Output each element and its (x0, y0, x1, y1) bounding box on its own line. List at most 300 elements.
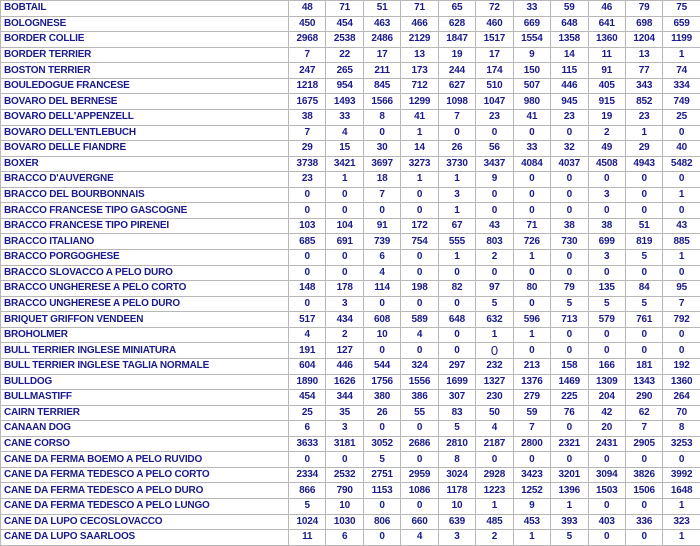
table-row (1, 187, 700, 203)
value-cell: 48 (289, 1, 326, 17)
value-cell: 8 (363, 109, 400, 125)
breed-name-cell: CANE DA LUPO SAARLOOS (1, 530, 289, 546)
breed-name-cell: CANE DA FERMA TEDESCO A PELO LUNGO (1, 499, 289, 515)
table-row (1, 203, 700, 219)
value-cell: 386 (401, 390, 438, 406)
value-cell: 3826 (625, 467, 662, 483)
value-cell: 0 (513, 125, 550, 141)
value-cell: 56 (476, 141, 513, 157)
table-row (1, 94, 700, 110)
value-cell: 589 (401, 312, 438, 328)
breed-name-cell: BOVARO DEL BERNESE (1, 94, 289, 110)
value-cell: 4 (476, 421, 513, 437)
breed-name-cell: CANE CORSO (1, 436, 289, 452)
value-cell: 0 (401, 265, 438, 281)
value-cell: 1299 (401, 94, 438, 110)
value-cell: 5 (625, 296, 662, 312)
value-cell: 0 (363, 499, 400, 515)
value-cell: 29 (289, 141, 326, 157)
value-cell: 0 (588, 203, 625, 219)
value-cell: 0 (663, 203, 700, 219)
value-cell: 0 (663, 327, 700, 343)
value-cell: 466 (401, 16, 438, 32)
value-cell: 4037 (551, 156, 588, 172)
value-cell: 158 (551, 358, 588, 374)
value-cell: 639 (438, 514, 475, 530)
value-cell: 80 (513, 281, 550, 297)
table-row (1, 1, 700, 17)
breed-name-cell: CANAAN DOG (1, 421, 289, 437)
value-cell: 517 (289, 312, 326, 328)
value-cell: 0 (663, 343, 700, 359)
value-cell: 954 (326, 78, 363, 94)
value-cell: 70 (663, 405, 700, 421)
value-cell: 84 (625, 281, 662, 297)
value-cell: 0 (289, 452, 326, 468)
value-cell: 0 (625, 187, 662, 203)
value-cell: 77 (625, 63, 662, 79)
value-cell: 2 (588, 125, 625, 141)
value-cell: 405 (588, 78, 625, 94)
value-cell: 3181 (326, 436, 363, 452)
value-cell: 393 (551, 514, 588, 530)
value-cell: 83 (438, 405, 475, 421)
table-row (1, 452, 700, 468)
value-cell: 91 (588, 63, 625, 79)
value-cell: 79 (625, 1, 662, 17)
value-cell: 51 (363, 1, 400, 17)
value-cell: 2928 (476, 467, 513, 483)
value-cell: 1506 (625, 483, 662, 499)
value-cell: 10 (363, 327, 400, 343)
table-row (1, 109, 700, 125)
value-cell: 1086 (401, 483, 438, 499)
table-row (1, 327, 700, 343)
value-cell: 0 (588, 172, 625, 188)
value-cell: 0 (401, 296, 438, 312)
value-cell: 2431 (588, 436, 625, 452)
breed-name-cell: BRACCO SLOVACCO A PELO DURO (1, 265, 289, 281)
value-cell: 1 (401, 125, 438, 141)
value-cell: 2321 (551, 436, 588, 452)
value-cell: 0 (289, 187, 326, 203)
value-cell: 150 (513, 63, 550, 79)
breed-name-cell: BULL TERRIER INGLESE MINIATURA (1, 343, 289, 359)
table-row (1, 390, 700, 406)
value-cell: 6 (289, 421, 326, 437)
value-cell: 0 (625, 452, 662, 468)
value-cell: 1566 (363, 94, 400, 110)
table-row (1, 156, 700, 172)
value-cell: 135 (588, 281, 625, 297)
value-cell: 71 (401, 1, 438, 17)
value-cell: 2968 (289, 32, 326, 48)
breed-name-cell: BORDER COLLIE (1, 32, 289, 48)
value-cell: 191 (289, 343, 326, 359)
value-cell: 2751 (363, 467, 400, 483)
value-cell: 23 (551, 109, 588, 125)
value-cell: 2129 (401, 32, 438, 48)
value-cell: 1047 (476, 94, 513, 110)
value-cell: 669 (513, 16, 550, 32)
value-cell: 0 (551, 172, 588, 188)
value-cell: 3421 (326, 156, 363, 172)
value-cell: 3 (438, 530, 475, 546)
value-cell: 641 (588, 16, 625, 32)
value-cell: 19 (438, 47, 475, 63)
table-row (1, 172, 700, 188)
value-cell: 730 (551, 234, 588, 250)
value-cell: 0 (476, 452, 513, 468)
value-cell: 5 (551, 296, 588, 312)
value-cell: 97 (476, 281, 513, 297)
table-row (1, 530, 700, 546)
value-cell: 806 (363, 514, 400, 530)
value-cell: 4943 (625, 156, 662, 172)
table-body (1, 1, 700, 546)
value-cell: 3423 (513, 467, 550, 483)
value-cell: 230 (476, 390, 513, 406)
value-cell: 845 (363, 78, 400, 94)
breed-name-cell: BORDER TERRIER (1, 47, 289, 63)
value-cell: 0 (476, 265, 513, 281)
value-cell: 7 (663, 296, 700, 312)
table-row (1, 296, 700, 312)
value-cell: 0 (438, 265, 475, 281)
value-cell: 32 (551, 141, 588, 157)
value-cell: 1699 (438, 374, 475, 390)
value-cell: 0 (401, 452, 438, 468)
value-cell: 1252 (513, 483, 550, 499)
value-cell: 648 (551, 16, 588, 32)
value-cell: 4508 (588, 156, 625, 172)
value-cell: 307 (438, 390, 475, 406)
value-cell: 852 (625, 94, 662, 110)
value-cell: 55 (401, 405, 438, 421)
value-cell: 10 (438, 499, 475, 515)
value-cell: 660 (401, 514, 438, 530)
value-cell: 0 (401, 343, 438, 359)
value-cell: 1 (663, 47, 700, 63)
value-cell: 6 (326, 530, 363, 546)
value-cell: 35 (326, 405, 363, 421)
value-cell: 5 (289, 499, 326, 515)
value-cell: 0 (289, 203, 326, 219)
value-cell: 244 (438, 63, 475, 79)
value-cell: 1 (663, 499, 700, 515)
value-cell: 25 (289, 405, 326, 421)
breed-name-cell: BROHOLMER (1, 327, 289, 343)
breed-name-cell: BRACCO DEL BOURBONNAIS (1, 187, 289, 203)
value-cell: 0 (326, 265, 363, 281)
value-cell: 1343 (625, 374, 662, 390)
breed-name-cell: BRACCO FRANCESE TIPO PIRENEI (1, 218, 289, 234)
value-cell: 0 (588, 265, 625, 281)
value-cell: 761 (625, 312, 662, 328)
value-cell: 290 (625, 390, 662, 406)
value-cell: 3094 (588, 467, 625, 483)
value-cell: 945 (551, 94, 588, 110)
value-cell: 1626 (326, 374, 363, 390)
value-cell: 0 (401, 250, 438, 266)
value-cell: 3992 (663, 467, 700, 483)
value-cell: 0 (663, 172, 700, 188)
value-cell: 46 (588, 1, 625, 17)
value-cell: 334 (663, 78, 700, 94)
value-cell: 648 (438, 312, 475, 328)
value-cell: 3253 (663, 436, 700, 452)
value-cell: 1556 (401, 374, 438, 390)
table-row (1, 78, 700, 94)
table-row (1, 265, 700, 281)
value-cell: 403 (588, 514, 625, 530)
value-cell: 0 (476, 187, 513, 203)
value-cell: 264 (663, 390, 700, 406)
value-cell: 0 (363, 343, 400, 359)
value-cell: 23 (625, 109, 662, 125)
table-row (1, 47, 700, 63)
value-cell: 42 (588, 405, 625, 421)
value-cell: 2 (476, 530, 513, 546)
value-cell: 0 (326, 187, 363, 203)
table-row (1, 467, 700, 483)
value-cell: 1 (663, 187, 700, 203)
table-row (1, 125, 700, 141)
value-cell: 62 (625, 405, 662, 421)
table-row (1, 514, 700, 530)
value-cell: 544 (363, 358, 400, 374)
value-cell: 460 (476, 16, 513, 32)
value-cell: 4 (289, 327, 326, 343)
value-cell: 1199 (663, 32, 700, 48)
value-cell: 19 (588, 109, 625, 125)
value-cell: 26 (363, 405, 400, 421)
value-cell: 507 (513, 78, 550, 94)
value-cell: 18 (363, 172, 400, 188)
value-cell: 1890 (289, 374, 326, 390)
table-row (1, 358, 700, 374)
breed-name-cell: BOVARO DELLE FIANDRE (1, 141, 289, 157)
value-cell: 72 (476, 1, 513, 17)
table-row (1, 483, 700, 499)
value-cell: 0 (363, 296, 400, 312)
value-cell: 5 (551, 530, 588, 546)
value-cell: 127 (326, 343, 363, 359)
value-cell: 14 (401, 141, 438, 157)
value-cell: 211 (363, 63, 400, 79)
breed-name-cell: CANE DA FERMA TEDESCO A PELO DURO (1, 483, 289, 499)
breed-name-cell: BOXER (1, 156, 289, 172)
value-cell: 344 (326, 390, 363, 406)
value-cell: 0 (326, 250, 363, 266)
value-cell: 555 (438, 234, 475, 250)
value-cell: 2538 (326, 32, 363, 48)
value-cell: 819 (625, 234, 662, 250)
value-cell: 29 (625, 141, 662, 157)
value-cell: 0 (551, 203, 588, 219)
value-cell: 0 (438, 327, 475, 343)
value-cell: 5 (363, 452, 400, 468)
breed-name-cell: CANE DA FERMA TEDESCO A PELO CORTO (1, 467, 289, 483)
value-cell: 115 (551, 63, 588, 79)
value-cell: 9 (513, 499, 550, 515)
value-cell: 9 (513, 47, 550, 63)
value-cell: 5482 (663, 156, 700, 172)
breed-name-cell: CANE DA LUPO CECOSLOVACCO (1, 514, 289, 530)
value-cell: 866 (289, 483, 326, 499)
value-cell: 1554 (513, 32, 550, 48)
value-cell: 628 (438, 16, 475, 32)
value-cell: 0 (588, 452, 625, 468)
value-cell: 0 (551, 343, 588, 359)
value-cell: 0 (401, 421, 438, 437)
value-cell: 3738 (289, 156, 326, 172)
value-cell: 2532 (326, 467, 363, 483)
value-cell: 30 (363, 141, 400, 157)
breed-name-cell: BOSTON TERRIER (1, 63, 289, 79)
value-cell: 0 (625, 172, 662, 188)
value-cell: 166 (588, 358, 625, 374)
value-cell: 2810 (438, 436, 475, 452)
value-cell: 10 (326, 499, 363, 515)
value-cell: 82 (438, 281, 475, 297)
value-cell: 181 (625, 358, 662, 374)
value-cell: 596 (513, 312, 550, 328)
value-cell: 103 (289, 218, 326, 234)
value-cell: 114 (363, 281, 400, 297)
value-cell: 1376 (513, 374, 550, 390)
value-cell: 1 (513, 250, 550, 266)
value-cell: 336 (625, 514, 662, 530)
value-cell: 4 (401, 530, 438, 546)
value-cell: 0 (513, 172, 550, 188)
breed-name-cell: BRACCO D'AUVERGNE (1, 172, 289, 188)
value-cell: 980 (513, 94, 550, 110)
table-row (1, 374, 700, 390)
value-cell: 9 (476, 172, 513, 188)
value-cell: 7 (289, 47, 326, 63)
value-cell: 691 (326, 234, 363, 250)
value-cell: 213 (513, 358, 550, 374)
breed-name-cell: BRACCO UNGHERESE A PELO CORTO (1, 281, 289, 297)
value-cell: 38 (588, 218, 625, 234)
value-cell: 43 (476, 218, 513, 234)
value-cell: 2905 (625, 436, 662, 452)
value-cell: 148 (289, 281, 326, 297)
table-row (1, 281, 700, 297)
value-cell: 739 (363, 234, 400, 250)
breed-name-cell: BRACCO UNGHERESE A PELO DURO (1, 296, 289, 312)
value-cell: 608 (363, 312, 400, 328)
value-cell: 79 (551, 281, 588, 297)
breed-name-cell: BOBTAIL (1, 1, 289, 17)
value-cell: 51 (625, 218, 662, 234)
value-cell: 0 (513, 187, 550, 203)
value-cell: 1327 (476, 374, 513, 390)
value-cell: 698 (625, 16, 662, 32)
breed-name-cell: BOVARO DELL'ENTLEBUCH (1, 125, 289, 141)
value-cell: 0 (588, 343, 625, 359)
value-cell: 23 (289, 172, 326, 188)
value-cell: 324 (401, 358, 438, 374)
value-cell: 8 (663, 421, 700, 437)
breed-name-cell: BULLMASTIFF (1, 390, 289, 406)
value-cell: 0 (663, 125, 700, 141)
value-cell: 204 (588, 390, 625, 406)
value-cell: 40 (663, 141, 700, 157)
value-cell: 0 (363, 203, 400, 219)
value-cell: 343 (625, 78, 662, 94)
value-cell: 75 (663, 1, 700, 17)
value-cell: 1847 (438, 32, 475, 48)
value-cell: 20 (588, 421, 625, 437)
value-cell: 0 (476, 203, 513, 219)
value-cell: 380 (363, 390, 400, 406)
table-row (1, 32, 700, 48)
value-cell: 1517 (476, 32, 513, 48)
value-cell: 0 (401, 203, 438, 219)
value-cell: 2959 (401, 467, 438, 483)
value-cell: 1358 (551, 32, 588, 48)
breed-name-cell: BOULEDOGUE FRANCESE (1, 78, 289, 94)
value-cell: 1 (663, 250, 700, 266)
value-cell: 510 (476, 78, 513, 94)
value-cell: 4084 (513, 156, 550, 172)
value-cell: 95 (663, 281, 700, 297)
breed-name-cell: CANE DA FERMA BOEMO A PELO RUVIDO (1, 452, 289, 468)
value-cell: 7 (625, 421, 662, 437)
value-cell: 11 (588, 47, 625, 63)
value-cell: 0 (438, 125, 475, 141)
value-cell: 0 (551, 250, 588, 266)
value-cell: 50 (476, 405, 513, 421)
value-cell: 3 (326, 421, 363, 437)
value-cell: 0 (326, 452, 363, 468)
value-cell: 232 (476, 358, 513, 374)
value-cell: 0 (625, 265, 662, 281)
value-cell: 41 (513, 109, 550, 125)
value-cell: 1 (625, 125, 662, 141)
value-cell: 0 (551, 265, 588, 281)
value-cell: 1204 (625, 32, 662, 48)
value-cell: 0 (513, 203, 550, 219)
value-cell: 0 (663, 452, 700, 468)
breed-name-cell: BOLOGNESE (1, 16, 289, 32)
value-cell: 5 (588, 296, 625, 312)
value-cell: 0 (625, 203, 662, 219)
value-cell: 3697 (363, 156, 400, 172)
value-cell: 0 (289, 250, 326, 266)
value-cell: 0 (551, 421, 588, 437)
value-cell: 434 (326, 312, 363, 328)
value-cell: 450 (289, 16, 326, 32)
value-cell: 1153 (363, 483, 400, 499)
breed-name-cell: BRACCO PORGOGHESE (1, 250, 289, 266)
value-cell: 0 (326, 203, 363, 219)
value-cell: 0 (476, 125, 513, 141)
value-cell: 3730 (438, 156, 475, 172)
value-cell: 2334 (289, 467, 326, 483)
value-cell: 104 (326, 218, 363, 234)
value-cell: 33 (326, 109, 363, 125)
value-cell: 0 (363, 125, 400, 141)
table-row (1, 499, 700, 515)
value-cell: 247 (289, 63, 326, 79)
value-cell: 0 (625, 343, 662, 359)
value-cell: 1 (513, 530, 550, 546)
value-cell: 13 (625, 47, 662, 63)
value-cell: 1 (326, 172, 363, 188)
